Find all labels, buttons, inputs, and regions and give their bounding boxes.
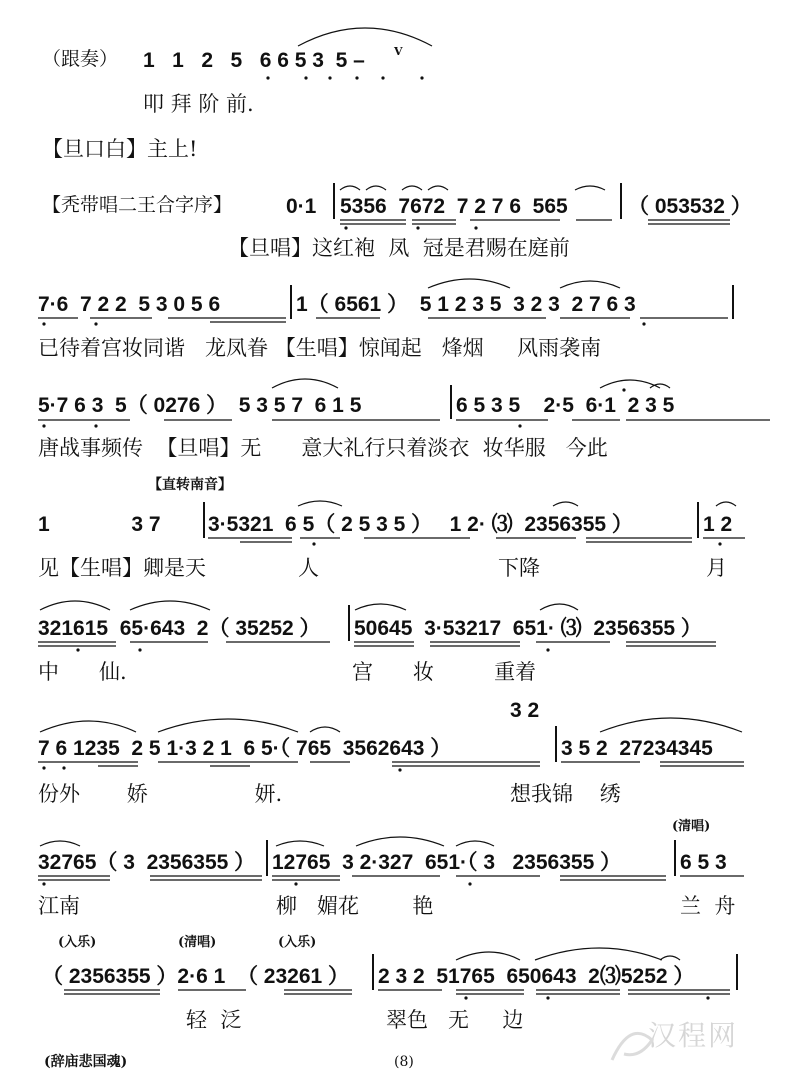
notes-line-8a: 5·7 6 3 5（ 0276 ） 5 3 5 7 6 1 5 xyxy=(38,394,362,417)
instrumental-4: （ 053532 ） xyxy=(628,195,752,218)
clear-sing-annotation: (清唱) xyxy=(672,819,711,834)
lyrics-line-12c: 下降 xyxy=(498,556,540,580)
notes-line-1: 1 1 2 5 6 6 5 3 5 – xyxy=(143,49,365,72)
section-label: 【秃带唱二王合字序】 xyxy=(42,194,233,216)
lyrics-line-5: 【旦唱】这红袍 凤 冠是君赐在庭前 xyxy=(228,236,570,260)
lyrics-line-18b: 柳 媚花 艳 xyxy=(276,894,434,918)
notes-line-13a: 321615 65·643 2（ 35252 ） xyxy=(38,617,321,640)
lyrics-line-7: 已待着宫妆同谐 龙凤眷 【生唱】惊闻起 烽烟 风雨袭南 xyxy=(38,336,602,360)
notes-above-15: 3 2 xyxy=(510,699,540,722)
lyrics-line-12d: 月 xyxy=(706,556,727,580)
watermark-logo: 汉程网 xyxy=(648,1019,739,1052)
footer-title: (辞庙悲国魂) xyxy=(44,1054,128,1070)
notes-line-17c: 6 5 3 xyxy=(680,851,727,874)
notes-line-19a: （ 2356355 ）2·6 1 （ 23261 ） xyxy=(42,965,350,988)
notes-line-17a: 32765（ 3 2356355 ） xyxy=(38,851,256,874)
notes-line-6b: 1（ 6561 ） 5 1 2 3 5 3 2 3 2 7 6 3 xyxy=(296,293,636,316)
barline xyxy=(555,726,557,762)
enter-music-annotation: (入乐) xyxy=(58,935,97,950)
notes-line-19b: 2 3 2 51765 650643 2⑶5252 ） xyxy=(378,965,695,988)
lyrics-line-2: 叩 拜 阶 前. xyxy=(143,92,254,116)
lyrics-line-20b: 翠色 无 边 xyxy=(386,1008,524,1032)
notes-line-4: 5356 7672 7 2 7 6 565 xyxy=(340,195,568,218)
intro-label: （跟奏） xyxy=(42,48,119,70)
notes-line-8b: 6 5 3 5 2·5 6·1 2 3 5 xyxy=(456,394,675,417)
barline xyxy=(736,954,738,990)
lyrics-line-14a: 中 仙. xyxy=(38,660,127,684)
lyrics-line-16a: 份外 娇 妍. xyxy=(38,782,283,806)
barline xyxy=(266,840,268,876)
notes-line-11a: 1 3 7 xyxy=(38,513,161,536)
barline xyxy=(333,183,335,219)
barline xyxy=(203,502,205,538)
lyrics-line-12b: 人 xyxy=(298,556,319,580)
clear-sing-annotation: (清唱) xyxy=(178,935,217,950)
barline xyxy=(372,954,374,990)
page-number: (8) xyxy=(394,1054,414,1070)
lyrics-line-12a: 见【生唱】卿是天 xyxy=(38,556,206,580)
notes-line-6a: 7·6 7 2 2 5 3 0 5 6 xyxy=(38,293,221,316)
barline xyxy=(348,605,350,641)
barline xyxy=(697,502,699,538)
pickup-notes: 0·1 xyxy=(286,195,317,218)
barline xyxy=(450,385,452,419)
notes-line-11b: 3·5321 6 5（ 2 5 3 5 ） 1 2· ⑶ 2356355 ） xyxy=(208,513,633,536)
barline xyxy=(290,285,292,319)
barline xyxy=(674,840,676,876)
notes-line-15a: 7 6 1235 2 5 1·3 2 1 6 5·（ 765 3562643 ） xyxy=(38,737,452,760)
lyrics-line-16b: 想我锦 绣 xyxy=(510,782,621,806)
mode-annotation: 【直转南音】 xyxy=(148,477,232,493)
enter-music-annotation: (入乐) xyxy=(278,935,317,950)
lyrics-line-18c: 兰 舟 xyxy=(680,894,736,918)
notes-line-17b: 12765 3 2·327 651·（ 3 2356355 ） xyxy=(272,851,622,874)
spoken-line: 【旦口白】主上! xyxy=(42,137,198,161)
lyrics-line-14b: 宫 妆 重着 xyxy=(352,660,537,684)
notes-line-11c: 1 2 xyxy=(703,513,733,536)
lyrics-line-18a: 江南 xyxy=(38,894,80,918)
notes-line-15b: 3 5 2 27234345 xyxy=(561,737,713,760)
notes-line-13b: 50645 3·53217 651· ⑶ 2356355 ） xyxy=(354,617,702,640)
lyrics-line-20a: 轻 泛 xyxy=(186,1008,242,1032)
breath-mark: V xyxy=(394,45,403,58)
barline xyxy=(620,183,622,219)
barline xyxy=(732,285,734,319)
lyrics-line-9: 唐战事频传 【旦唱】无 意大礼行只着淡衣 妆华服 今此 xyxy=(38,436,608,460)
